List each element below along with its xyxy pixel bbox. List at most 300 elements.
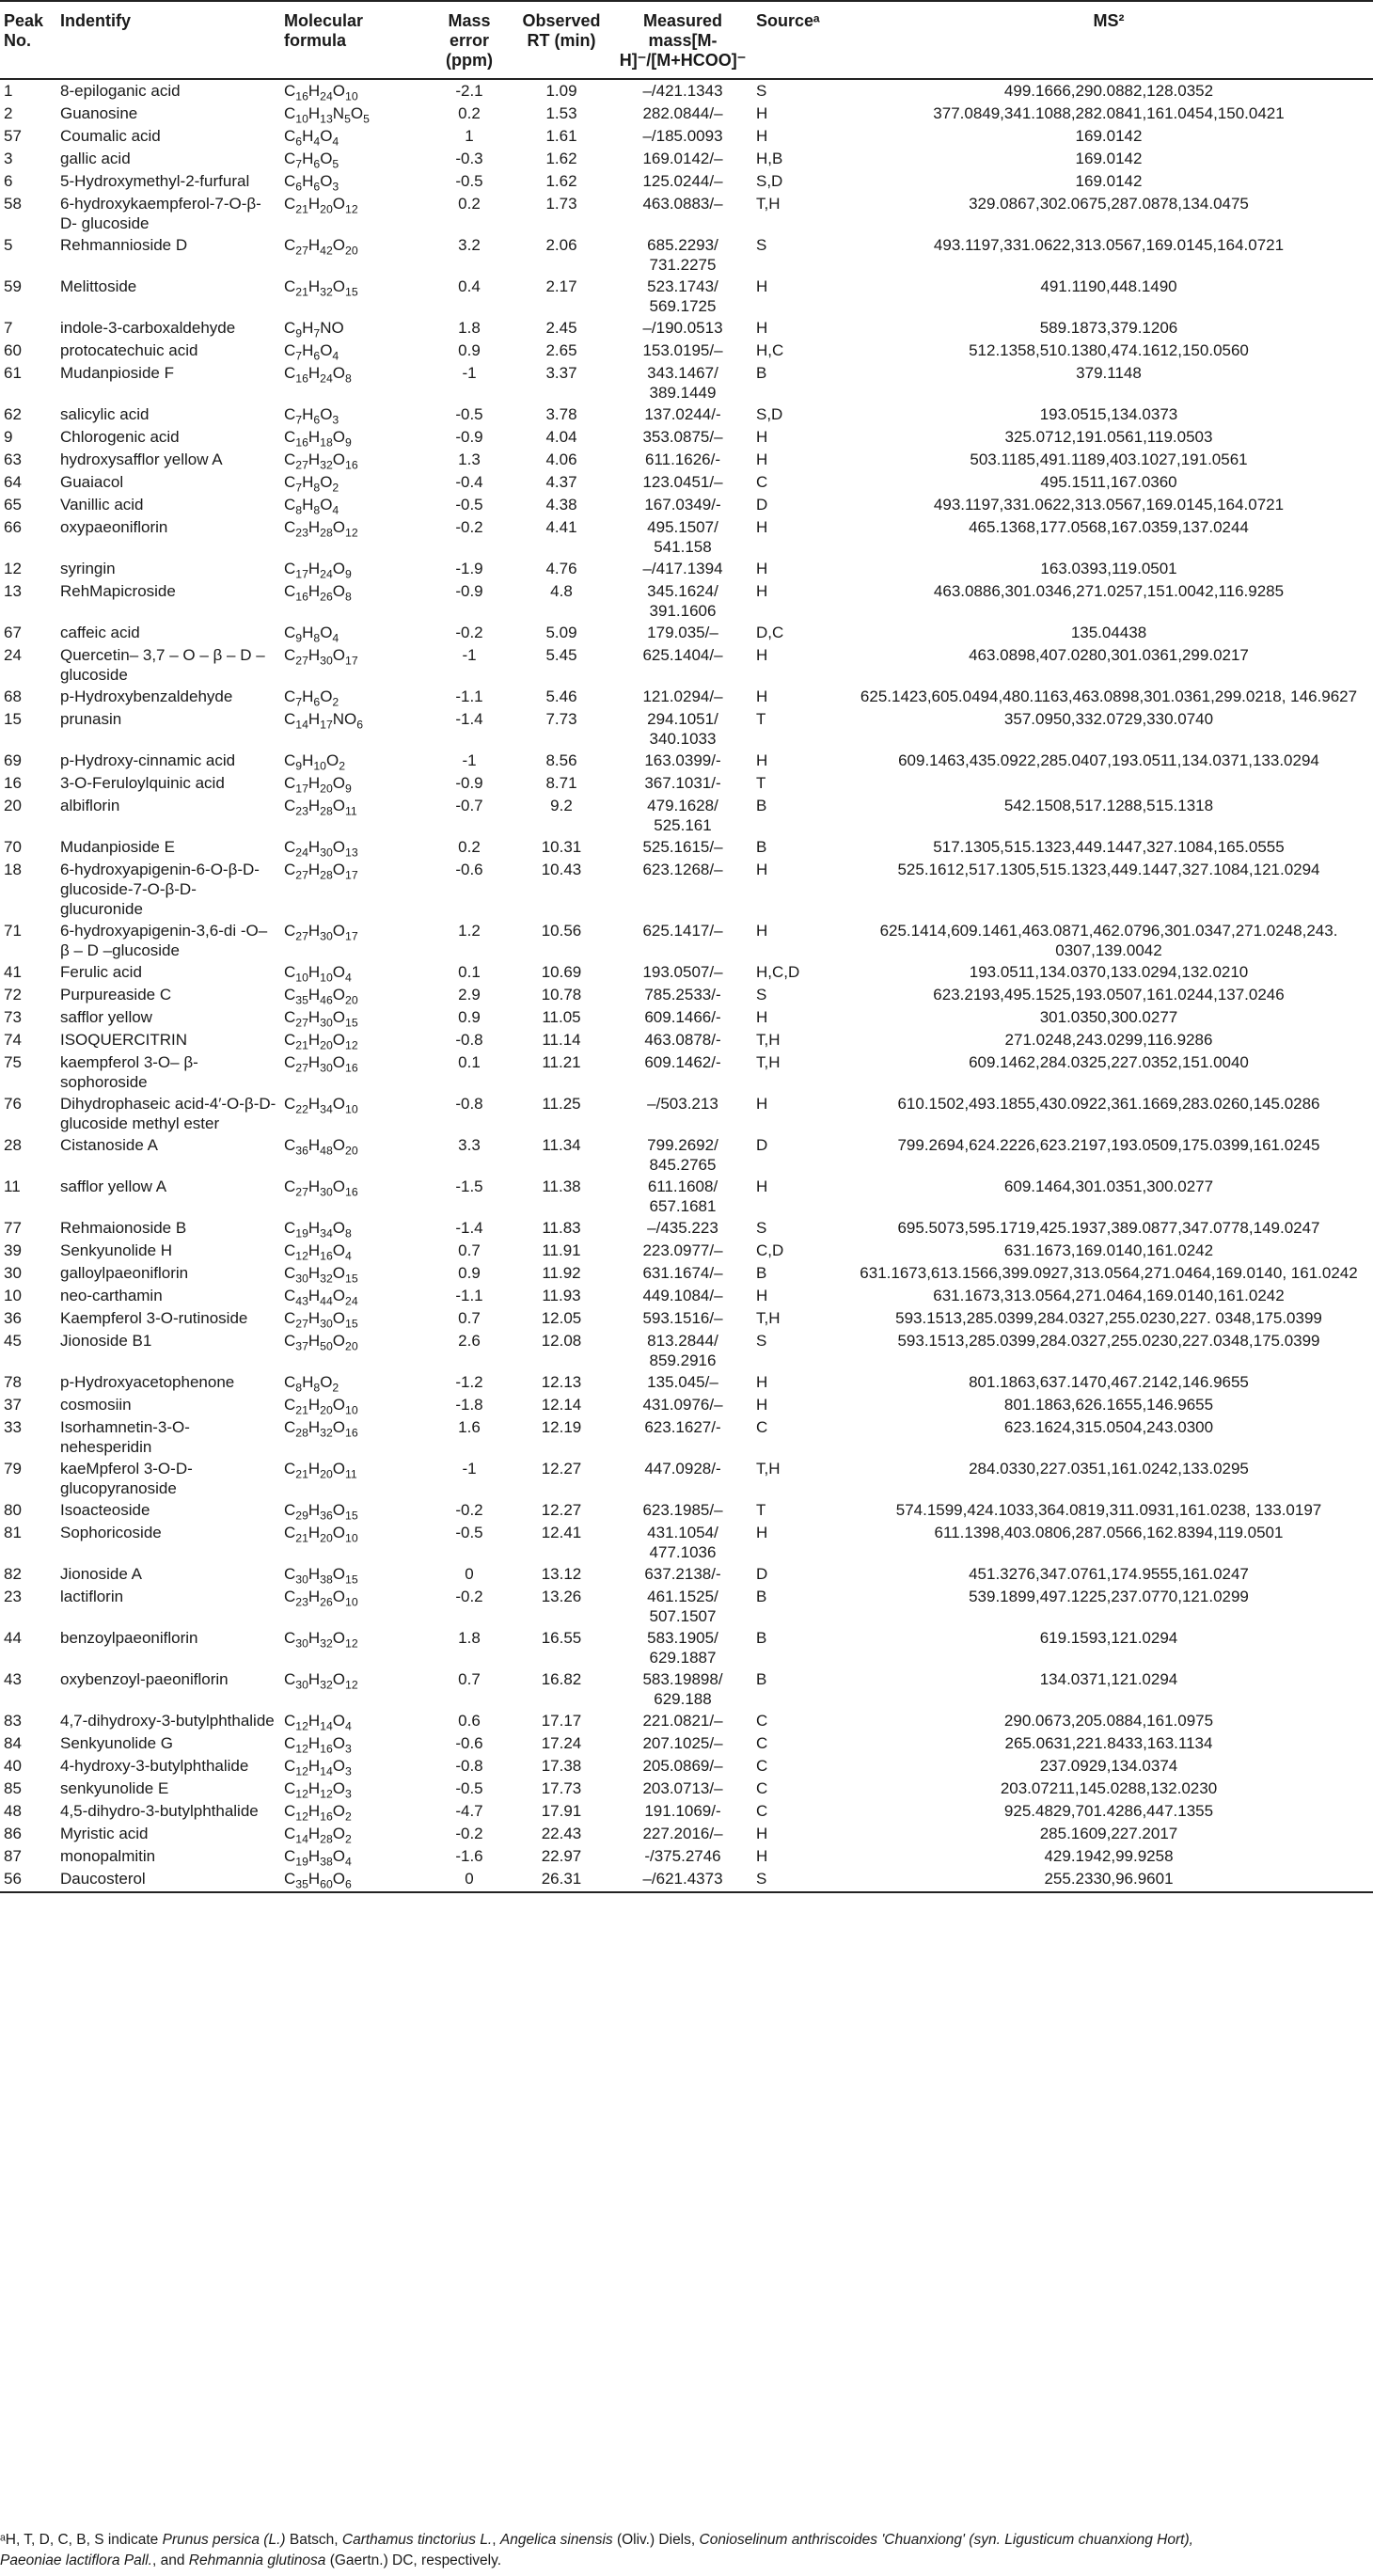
table-row xyxy=(0,103,1373,125)
molecular-formula-cell: $C_{43}H_{44}O_{24}$ xyxy=(284,1287,358,1308)
peak-no-cell: 6 xyxy=(4,172,13,190)
table-row xyxy=(0,1499,1373,1522)
measured-mass-cell: 609.1462/- xyxy=(644,1053,721,1071)
mass-error-cell: 3.3 xyxy=(458,1136,481,1154)
compound-name-cell: senkyunolide E xyxy=(60,1779,169,1797)
molecular-formula-cell: $C_{19}H_{38}O_4$ xyxy=(284,1847,352,1869)
table-row xyxy=(0,580,1373,622)
mass-error-cell: -0.9 xyxy=(455,774,483,792)
peak-no-cell: 87 xyxy=(4,1847,22,1865)
measured-mass-cell: 135.045/– xyxy=(647,1373,718,1391)
peak-no-cell: 28 xyxy=(4,1136,22,1154)
compound-name-cell: protocatechuic acid xyxy=(60,341,198,359)
retention-time-cell: 22.43 xyxy=(541,1825,582,1842)
table-row xyxy=(0,920,1373,961)
mass-error-cell: 1.2 xyxy=(458,922,481,940)
table-row xyxy=(0,1093,1373,1134)
table-row xyxy=(0,1868,1373,1892)
mass-error-cell: -0.5 xyxy=(455,172,483,190)
source-cell: T xyxy=(756,1501,766,1519)
molecular-formula-cell: $C_{22}H_{34}O_{10}$ xyxy=(284,1095,358,1116)
ms2-cell: 134.0371,121.0294 xyxy=(1039,1670,1178,1688)
source-cell: H,C,D xyxy=(756,963,800,981)
source-cell: B xyxy=(756,838,767,856)
molecular-formula-cell: $C_{17}H_{24}O_9$ xyxy=(284,560,352,581)
table-row xyxy=(0,1371,1373,1394)
ms2-cell: 925.4829,701.4286,447.1355 xyxy=(1003,1802,1214,1820)
footnote-species-1: Prunus persica (L.) xyxy=(162,2532,286,2548)
retention-time-cell: 4.04 xyxy=(545,428,577,446)
compound-name-cell: Rehmaionoside B xyxy=(60,1219,187,1237)
measured-mass-cell: 495.1507/ 541.158 xyxy=(647,518,718,556)
table-row xyxy=(0,1394,1373,1416)
ms2-cell: 610.1502,493.1855,430.0922,361.1669,283.0260,145.0286 xyxy=(897,1095,1320,1113)
molecular-formula-cell: $C_{19}H_{34}O_8$ xyxy=(284,1219,352,1241)
footnote-text-2: , xyxy=(492,2532,500,2548)
mass-error-cell: 3.2 xyxy=(458,236,481,254)
ms2-cell: 517.1305,515.1323,449.1447,327.1084,165.0555 xyxy=(933,838,1285,856)
molecular-formula-cell: $C_{30}H_{32}O_{12}$ xyxy=(284,1670,358,1692)
mass-error-cell: 0.2 xyxy=(458,838,481,856)
mass-error-cell: -0.6 xyxy=(455,1734,483,1752)
compound-name-cell: 4,7-dihydroxy-3-butylphthalide xyxy=(60,1712,275,1730)
measured-mass-cell: 685.2293/ 731.2275 xyxy=(647,236,718,274)
molecular-formula-cell: $C_{23}H_{28}O_{12}$ xyxy=(284,518,358,540)
measured-mass-cell: 463.0878/- xyxy=(644,1031,721,1049)
compound-name-cell: Cistanoside A xyxy=(60,1136,158,1154)
measured-mass-cell: –/621.4373 xyxy=(613,1868,752,1892)
peak-no-cell: 77 xyxy=(4,1219,22,1237)
measured-mass-cell: 625.1417/– xyxy=(642,922,723,940)
source-cell: H,B xyxy=(756,150,783,167)
mass-error-cell: -0.9 xyxy=(455,428,483,446)
source-cell: H xyxy=(756,582,768,600)
source-cell: D xyxy=(756,1565,768,1583)
peak-no-cell: 41 xyxy=(4,963,22,981)
measured-mass-cell: –/190.0513 xyxy=(642,319,723,337)
ms2-cell: 271.0248,243.0299,116.9286 xyxy=(1004,1031,1213,1049)
retention-time-cell: 11.91 xyxy=(542,1241,581,1259)
measured-mass-cell: 583.19898/ 629.188 xyxy=(642,1670,723,1708)
source-cell: S xyxy=(756,236,767,254)
peak-no-cell: 7 xyxy=(4,319,13,337)
source-cell: H xyxy=(756,1373,768,1391)
peak-no-cell: 83 xyxy=(4,1712,22,1730)
molecular-formula-cell: $C_{27}H_{30}O_{15}$ xyxy=(284,1309,358,1331)
measured-mass-cell: 625.1404/– xyxy=(642,646,723,664)
molecular-formula-cell: $C_{21}H_{20}O_{10}$ xyxy=(284,1396,358,1417)
retention-time-cell: 4.06 xyxy=(545,450,577,468)
mass-error-cell: -1.8 xyxy=(455,1396,483,1414)
mass-error-cell: -1 xyxy=(462,646,477,664)
compound-name-cell: safflor yellow A xyxy=(60,1177,167,1195)
mass-error-cell: -0.8 xyxy=(455,1095,483,1113)
mass-error-cell: 1 xyxy=(465,127,474,145)
compound-name-cell: Mudanpioside E xyxy=(60,838,175,856)
molecular-formula-cell: $C_7H_6O_4$ xyxy=(284,341,339,363)
compound-name-cell: 6-hydroxyapigenin-3,6-di -O– β – D –glucoside xyxy=(60,922,268,959)
mass-error-cell: -2.1 xyxy=(455,82,483,100)
ms2-cell: 609.1463,435.0922,285.0407,193.0511,134.0371,133.0294 xyxy=(898,751,1319,769)
peak-no-cell: 2 xyxy=(4,104,13,122)
compound-name-cell: kaeMpferol 3-O-D-glucopyranoside xyxy=(60,1460,193,1497)
footnote-species-4: Conioselinum anthriscoides 'Chuanxiong' (syn. Ligusticum chuanxiong Hort), xyxy=(699,2532,1193,2548)
molecular-formula-cell: $C_{14}H_{28}O_2$ xyxy=(284,1825,352,1846)
source-cell: S,D xyxy=(756,172,783,190)
ms2-cell: 463.0886,301.0346,271.0257,151.0042,116.9285 xyxy=(933,582,1285,600)
compound-name-cell: prunasin xyxy=(60,710,122,728)
ms2-cell: 493.1197,331.0622,313.0567,169.0145,164.0721 xyxy=(933,236,1285,254)
peak-no-cell: 63 xyxy=(4,450,22,468)
footnote-text-5: , and xyxy=(152,2552,189,2568)
source-cell: H xyxy=(756,450,768,468)
peak-no-cell: 69 xyxy=(4,751,22,769)
ms2-cell: 574.1599,424.1033,364.0819,311.0931,161.0238, 133.0197 xyxy=(895,1501,1322,1519)
retention-time-cell: 10.69 xyxy=(541,963,582,981)
source-cell: H xyxy=(756,1177,768,1195)
source-cell: H xyxy=(756,1095,768,1113)
molecular-formula-cell: $C_{10}H_{13}N_5O_5$ xyxy=(284,104,370,126)
mass-error-cell: 0 xyxy=(429,1868,510,1892)
table-row xyxy=(0,426,1373,449)
molecular-formula-cell: $C_7H_8O_2$ xyxy=(284,473,339,495)
molecular-formula-cell: $C_7H_6O_2$ xyxy=(284,687,339,709)
ms2-cell: 301.0350,300.0277 xyxy=(1039,1008,1178,1026)
peak-no-cell: 65 xyxy=(4,496,22,514)
mass-error-cell: -0.5 xyxy=(455,405,483,423)
table-row xyxy=(0,1416,1373,1458)
retention-time-cell: 11.25 xyxy=(542,1095,581,1113)
measured-mass-cell: 123.0451/– xyxy=(642,473,723,491)
ms2-cell: 163.0393,119.0501 xyxy=(1040,560,1177,577)
molecular-formula-cell: $C_{21}H_{20}O_{11}$ xyxy=(284,1460,357,1481)
measured-mass-cell: 623.1985/– xyxy=(642,1501,723,1519)
compound-name-cell: Jionoside B1 xyxy=(60,1332,152,1350)
source-cell: H xyxy=(756,428,768,446)
source-cell: T,H xyxy=(756,1309,781,1327)
compound-name-cell: Chlorogenic acid xyxy=(60,428,180,446)
compound-name-cell: Coumalic acid xyxy=(60,127,161,145)
molecular-formula-cell: $C_{23}H_{26}O_{10}$ xyxy=(284,1588,358,1609)
measured-mass-cell: –/417.1394 xyxy=(642,560,723,577)
table-row xyxy=(0,170,1373,193)
ms2-cell: 631.1673,613.1566,399.0927,313.0564,271.0464,169.0140, 161.0242 xyxy=(860,1264,1358,1282)
mass-error-cell: 2.9 xyxy=(458,986,481,1004)
ms2-cell: 491.1190,448.1490 xyxy=(1040,277,1177,295)
ms2-cell: 801.1863,626.1655,146.9655 xyxy=(1003,1396,1214,1414)
retention-time-cell: 8.56 xyxy=(545,751,577,769)
mass-error-cell: -1.5 xyxy=(455,1177,483,1195)
peak-no-cell: 58 xyxy=(4,195,22,213)
source-cell: C xyxy=(756,1712,768,1730)
table-row xyxy=(0,1755,1373,1778)
molecular-formula-cell: $C_{12}H_{12}O_3$ xyxy=(284,1779,352,1801)
measured-mass-cell: 193.0507/– xyxy=(642,963,723,981)
retention-time-cell: 4.8 xyxy=(550,582,573,600)
table-row xyxy=(0,750,1373,772)
measured-mass-cell: 203.0713/– xyxy=(642,1779,723,1797)
source-cell: B xyxy=(756,1264,767,1282)
retention-time-cell: 1.09 xyxy=(545,82,577,100)
compound-name-cell: indole-3-carboxaldehyde xyxy=(60,319,236,337)
source-cell: H xyxy=(756,1825,768,1842)
measured-mass-cell: 163.0399/- xyxy=(644,751,721,769)
table-row xyxy=(0,1240,1373,1262)
retention-time-cell: 1.62 xyxy=(545,172,577,190)
source-cell: S xyxy=(756,1332,767,1350)
mass-error-cell: 0.7 xyxy=(458,1241,481,1259)
ms2-cell: 593.1513,285.0399,284.0327,255.0230,227. 0348,175.0399 xyxy=(895,1309,1322,1327)
molecular-formula-cell: $C_{14}H_{17}NO_6$ xyxy=(284,710,364,732)
ms2-cell: 695.5073,595.1719,425.1937,389.0877,347.0778,149.0247 xyxy=(897,1219,1320,1237)
ms2-cell: 625.1414,609.1461,463.0871,462.0796,301.0347,271.0248,243. 0307,139.0042 xyxy=(879,922,1338,959)
mass-error-cell: -0.5 xyxy=(455,1524,483,1541)
molecular-formula-cell: $C_{23}H_{28}O_{11}$ xyxy=(284,797,357,818)
table-row xyxy=(0,1778,1373,1800)
measured-mass-cell: 431.1054/ 477.1036 xyxy=(647,1524,718,1561)
ms2-cell: 285.1609,227.2017 xyxy=(1039,1825,1178,1842)
source-cell: C xyxy=(756,1418,768,1436)
source-cell: H xyxy=(756,751,768,769)
peak-no-cell: 40 xyxy=(4,1757,22,1775)
molecular-formula-cell: $C_{29}H_{36}O_{15}$ xyxy=(284,1501,358,1523)
mass-error-cell: 0.7 xyxy=(458,1309,481,1327)
source-cell: H xyxy=(756,646,768,664)
retention-time-cell: 12.05 xyxy=(541,1309,582,1327)
ms2-cell: 589.1873,379.1206 xyxy=(1039,319,1178,337)
compound-name-cell: cosmosiin xyxy=(60,1396,132,1414)
mass-error-cell: 2.6 xyxy=(458,1332,481,1350)
mass-error-cell: -1 xyxy=(462,364,477,382)
molecular-formula-cell: $C_{17}H_{20}O_9$ xyxy=(284,774,352,796)
table-row xyxy=(0,836,1373,859)
peak-no-cell: 62 xyxy=(4,405,22,423)
header-measured-mass: Measured mass[M-H]⁻/[M+HCOO]⁻ xyxy=(613,1,752,79)
compound-name-cell: syringin xyxy=(60,560,116,577)
molecular-formula-cell: $C_{12}H_{16}O_3$ xyxy=(284,1734,352,1756)
mass-error-cell: 0.1 xyxy=(458,963,481,981)
retention-time-cell: 17.38 xyxy=(541,1757,582,1775)
ms2-cell: 169.0142 xyxy=(1075,150,1143,167)
retention-time-cell: 12.27 xyxy=(541,1501,582,1519)
retention-time-cell: 11.34 xyxy=(542,1136,581,1154)
peak-no-cell: 3 xyxy=(4,150,13,167)
source-cell: S,D xyxy=(756,405,783,423)
table-row xyxy=(0,340,1373,362)
mass-error-cell: 0 xyxy=(465,1565,474,1583)
header-molecular-formula: Molecular formula xyxy=(280,1,429,79)
compound-name-cell: Senkyunolide H xyxy=(60,1241,173,1259)
measured-mass-cell: 637.2138/- xyxy=(644,1565,721,1583)
measured-mass-cell: 153.0195/– xyxy=(642,341,723,359)
source-cell: H xyxy=(756,277,768,295)
ms2-cell: 193.0511,134.0370,133.0294,132.0210 xyxy=(969,963,1249,981)
retention-time-cell: 11.21 xyxy=(542,1053,581,1071)
measured-mass-cell: 623.1268/– xyxy=(642,861,723,878)
ms2-cell: 525.1612,517.1305,515.1323,449.1447,327.1084,121.0294 xyxy=(897,861,1320,878)
table-row xyxy=(0,403,1373,426)
measured-mass-cell: 343.1467/ 389.1449 xyxy=(647,364,718,402)
measured-mass-cell: 611.1608/ 657.1681 xyxy=(647,1177,718,1215)
ms2-cell: 135.04438 xyxy=(1070,624,1147,641)
ms2-cell: 379.1148 xyxy=(1076,364,1142,382)
source-cell: H xyxy=(756,1396,768,1414)
ms2-cell: 539.1899,497.1225,237.0770,121.0299 xyxy=(969,1588,1249,1605)
measured-mass-cell: 431.0976/– xyxy=(642,1396,723,1414)
molecular-formula-cell: $C_{16}H_{26}O_8$ xyxy=(284,582,352,604)
retention-time-cell: 1.61 xyxy=(545,127,577,145)
peak-no-cell: 33 xyxy=(4,1418,22,1436)
ms2-cell: 512.1358,510.1380,474.1612,150.0560 xyxy=(969,341,1249,359)
source-cell: H xyxy=(756,104,768,122)
source-cell: H xyxy=(756,1287,768,1304)
table-row xyxy=(0,961,1373,984)
retention-time-cell: 17.91 xyxy=(541,1802,582,1820)
table-row xyxy=(0,1586,1373,1627)
peak-no-cell: 16 xyxy=(4,774,22,792)
source-cell: B xyxy=(756,1588,767,1605)
measured-mass-cell: –/421.1343 xyxy=(642,82,723,100)
source-cell: H,C xyxy=(756,341,784,359)
ms2-cell: 625.1423,605.0494,480.1163,463.0898,301.0361,299.0218, 146.9627 xyxy=(860,687,1358,705)
peak-no-cell: 44 xyxy=(4,1629,22,1647)
source-cell: S xyxy=(756,1219,767,1237)
mass-error-cell: -1.1 xyxy=(455,687,483,705)
source-cell: C xyxy=(756,1779,768,1797)
compound-name-cell: 8-epiloganic acid xyxy=(60,82,181,100)
mass-error-cell: 1.8 xyxy=(458,1629,481,1647)
retention-time-cell: 9.2 xyxy=(550,797,573,814)
ms2-cell: 799.2694,624.2226,623.2197,193.0509,175.0399,161.0245 xyxy=(897,1136,1320,1154)
ms2-cell: 609.1464,301.0351,300.0277 xyxy=(1003,1177,1214,1195)
table-row xyxy=(0,516,1373,558)
source-cell: B xyxy=(756,1670,767,1688)
footnote-species-2: Carthamus tinctorius L. xyxy=(341,2532,493,2548)
peak-no-cell: 18 xyxy=(4,861,22,878)
peak-no-cell: 45 xyxy=(4,1332,22,1350)
compound-name-cell: oxybenzoyl-paeoniflorin xyxy=(60,1670,229,1688)
source-cell: B xyxy=(756,797,767,814)
ms2-cell: 377.0849,341.1088,282.0841,161.0454,150.0421 xyxy=(933,104,1285,122)
measured-mass-cell: 593.1516/– xyxy=(642,1309,723,1327)
ms2-cell: 255.2330,96.9601 xyxy=(844,1868,1373,1892)
ms2-cell: 169.0142 xyxy=(1075,172,1143,190)
retention-time-cell: 11.83 xyxy=(542,1219,581,1237)
measured-mass-cell: 785.2533/- xyxy=(644,986,721,1004)
source-cell: C xyxy=(756,1757,768,1775)
compound-name-cell: kaempferol 3-O– β-sophoroside xyxy=(60,1053,198,1091)
measured-mass-cell: 282.0844/– xyxy=(642,104,723,122)
ms2-cell: 631.1673,169.0140,161.0242 xyxy=(1003,1241,1214,1259)
ms2-cell: 284.0330,227.0351,161.0242,133.0295 xyxy=(969,1460,1249,1478)
measured-mass-cell: 221.0821/– xyxy=(642,1712,723,1730)
molecular-formula-cell: $C_{30}H_{32}O_{12}$ xyxy=(284,1629,358,1651)
source-cell: H xyxy=(756,518,768,536)
source-cell: C xyxy=(756,1734,768,1752)
retention-time-cell: 2.45 xyxy=(545,319,577,337)
table-row xyxy=(0,1134,1373,1176)
peak-no-cell: 36 xyxy=(4,1309,22,1327)
compound-name-cell: p-Hydroxy-cinnamic acid xyxy=(60,751,236,769)
source-cell: H xyxy=(756,861,768,878)
retention-time-cell: 13.26 xyxy=(541,1588,582,1605)
footnote-species-5: Paeoniae lactiflora Pall. xyxy=(0,2552,152,2568)
ms2-cell: 619.1593,121.0294 xyxy=(1039,1629,1178,1647)
peak-no-cell: 60 xyxy=(4,341,22,359)
retention-time-cell: 4.76 xyxy=(545,560,577,577)
ms2-cell xyxy=(844,772,1373,795)
mass-error-cell: 0.2 xyxy=(458,195,481,213)
measured-mass-cell: 447.0928/- xyxy=(644,1460,721,1478)
compound-name-cell: caffeic acid xyxy=(60,624,140,641)
source-cell: H xyxy=(756,687,768,705)
retention-time-cell: 10.56 xyxy=(541,922,582,940)
molecular-formula-cell: $C_9H_8O_4$ xyxy=(284,624,339,645)
molecular-formula-cell: $C_{12}H_{16}O_4$ xyxy=(284,1241,352,1263)
molecular-formula-cell: $C_6H_4O_4$ xyxy=(284,127,339,149)
compound-name-cell: Rehmannioside D xyxy=(60,236,188,254)
peak-no-cell: 13 xyxy=(4,582,22,600)
source-cell: H xyxy=(756,1524,768,1541)
table-footnote xyxy=(0,2530,1373,2571)
compound-name-cell: monopalmitin xyxy=(60,1847,156,1865)
header-ms2: MS² xyxy=(844,1,1373,79)
measured-mass-cell: 799.2692/ 845.2765 xyxy=(647,1136,718,1174)
measured-mass-cell: 609.1466/- xyxy=(644,1008,721,1026)
source-cell: T,H xyxy=(756,1031,781,1049)
molecular-formula-cell: $C_{21}H_{32}O_{15}$ xyxy=(284,277,358,299)
mass-error-cell: -0.4 xyxy=(455,473,483,491)
measured-mass-cell: –/435.223 xyxy=(647,1219,718,1237)
retention-time-cell: 1.53 xyxy=(545,104,577,122)
peak-no-cell: 10 xyxy=(4,1287,22,1304)
measured-mass-cell: 169.0142/– xyxy=(642,150,723,167)
retention-time-cell: 10.31 xyxy=(541,838,582,856)
table-row xyxy=(0,622,1373,644)
ms2-cell: 611.1398,403.0806,287.0566,162.8394,119.0501 xyxy=(934,1524,1284,1541)
peak-no-cell: 86 xyxy=(4,1825,22,1842)
table-row xyxy=(0,1330,1373,1371)
measured-mass-cell: 137.0244/- xyxy=(644,405,721,423)
measured-mass-cell: 227.2016/– xyxy=(642,1825,723,1842)
peak-no-cell: 20 xyxy=(4,797,22,814)
source-cell: T xyxy=(756,710,766,728)
table-row xyxy=(0,1217,1373,1240)
retention-time-cell: 12.08 xyxy=(541,1332,582,1350)
compound-name-cell: 6-hydroxyapigenin-6-O-β-D-glucoside-7-O-β-D-glucuronide xyxy=(60,861,260,918)
molecular-formula-cell: $C_{27}H_{30}O_{15}$ xyxy=(284,1008,358,1030)
source-cell: H xyxy=(756,1847,768,1865)
molecular-formula-cell: $C_{37}H_{50}O_{20}$ xyxy=(284,1332,358,1353)
retention-time-cell: 3.78 xyxy=(545,405,577,423)
source-cell: H xyxy=(756,922,768,940)
footnote-lead: ᵃH, T, D, C, B, S indicate xyxy=(0,2532,159,2548)
molecular-formula-cell: $C_{30}H_{38}O_{15}$ xyxy=(284,1565,358,1587)
compound-name-cell: oxypaeoniflorin xyxy=(60,518,168,536)
footnote-species-3: Angelica sinensis xyxy=(499,2532,613,2548)
mass-error-cell: -1.4 xyxy=(455,1219,483,1237)
ms2-cell: 609.1462,284.0325,227.0352,151.0040 xyxy=(969,1053,1249,1071)
table-row xyxy=(0,362,1373,403)
molecular-formula-cell: $C_7H_6O_5$ xyxy=(284,150,339,171)
compound-name-cell: Isoacteoside xyxy=(60,1501,150,1519)
measured-mass-cell: 523.1743/ 569.1725 xyxy=(647,277,718,315)
peak-no-cell: 61 xyxy=(4,364,22,382)
table-row xyxy=(0,1732,1373,1755)
table-row xyxy=(0,772,1373,795)
retention-time-cell: 8.71 xyxy=(545,774,577,792)
source-cell: D xyxy=(756,496,768,514)
